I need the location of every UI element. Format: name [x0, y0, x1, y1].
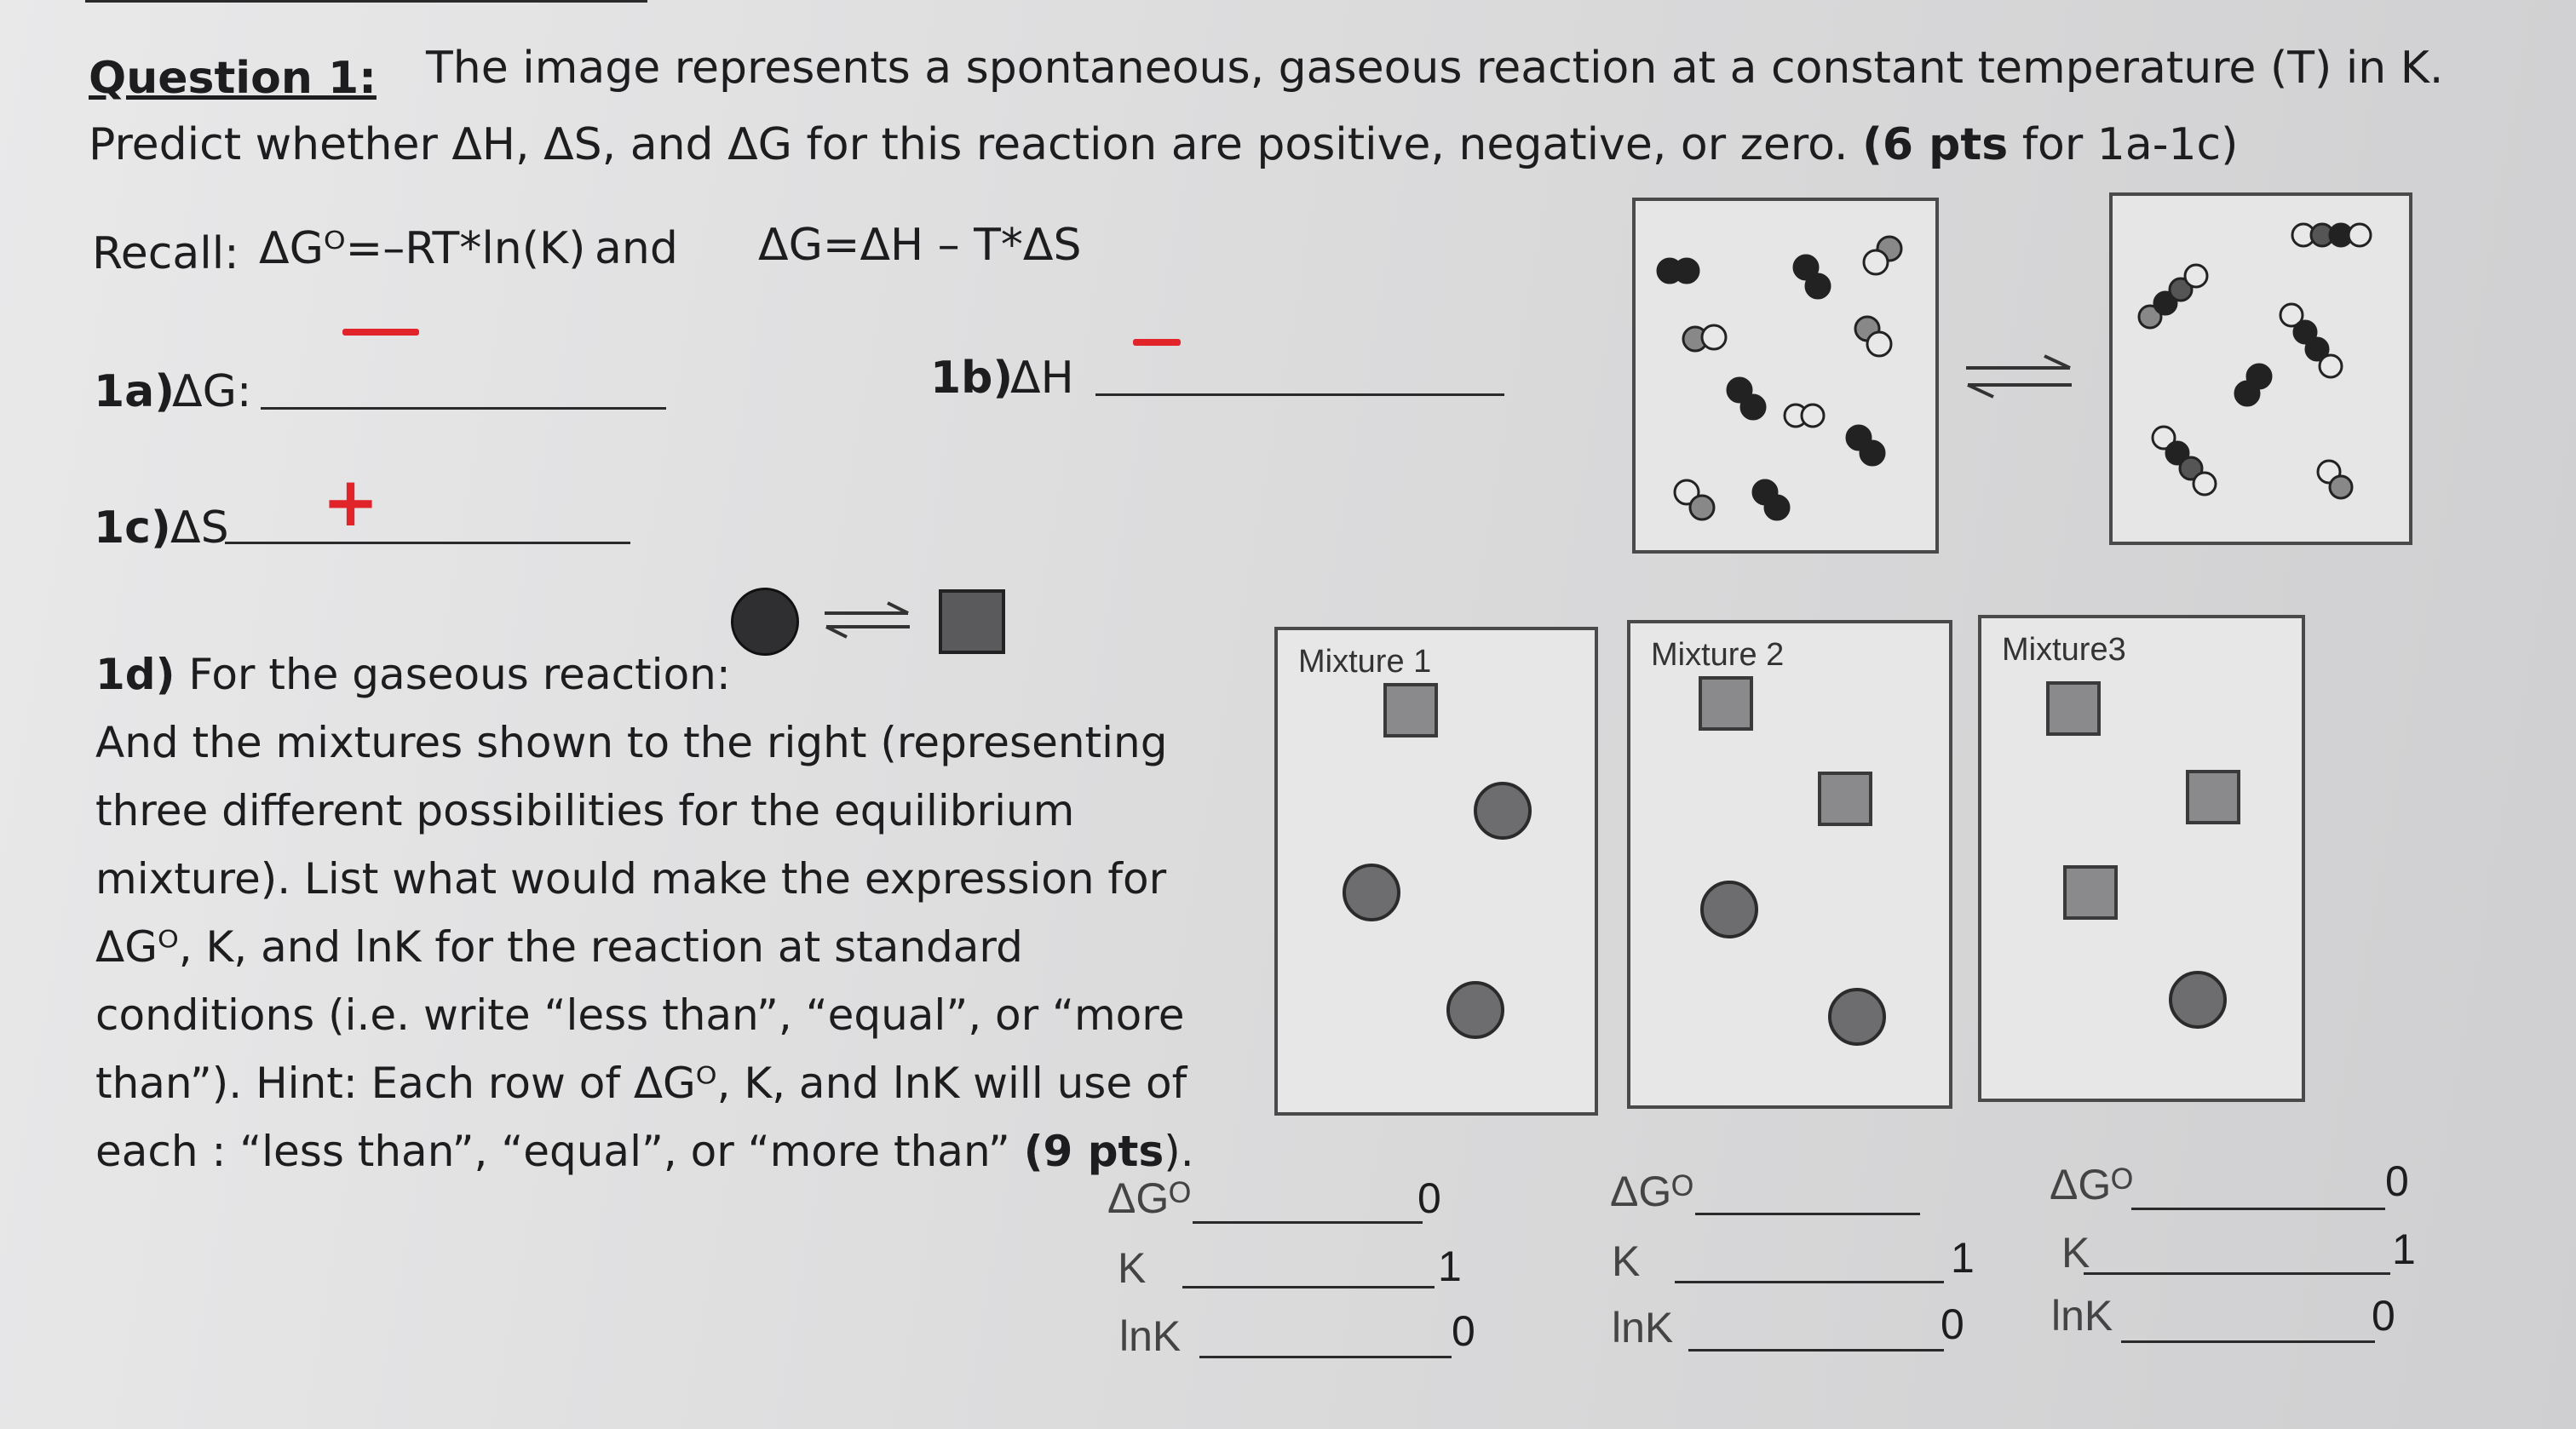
mixture-1-title: Mixture 1	[1298, 644, 1432, 680]
part-c-label: 1c)	[94, 502, 171, 554]
reaction-equilibrium-icon	[819, 600, 915, 640]
recall-label: Recall:	[92, 228, 239, 279]
mixture-2-k-label: K	[1612, 1237, 1641, 1285]
part-d-line-8: each : “less than”, “equal”, or “more than” (9 pts).	[95, 1127, 1194, 1176]
product-molecule-box	[2109, 192, 2412, 545]
question-label: Question 1:	[89, 53, 377, 104]
mixture-2-lnk-value: 0	[1941, 1300, 1964, 1348]
part-d-line-4: mixture). List what would make the expression for	[95, 854, 1167, 904]
mixture-3-k-value: 1	[2392, 1225, 2416, 1273]
reactant-circle	[1343, 864, 1400, 921]
mixture-1-dg-line	[1193, 1221, 1423, 1224]
reactant-molecule-box	[1632, 198, 1939, 554]
part-d-line-6: conditions (i.e. write “less than”, “equal”, or “more	[95, 990, 1185, 1040]
part-b-label: 1b)	[930, 353, 1014, 404]
recall-and: and	[595, 223, 678, 274]
equilibrium-arrows-icon	[1959, 351, 2079, 402]
mixture-3-dg-line	[2131, 1208, 2385, 1210]
reactant-circle	[1446, 981, 1504, 1039]
part-c-answer-line	[225, 542, 630, 544]
recall-eq1: ΔGᴼ=–RT*ln(K)	[259, 223, 586, 274]
part-a-text: ΔG:	[172, 366, 252, 417]
reactant-circle	[1700, 881, 1758, 938]
part-a-answer-line	[261, 407, 666, 410]
top-rule	[85, 0, 647, 3]
part-c-text: ΔS	[170, 502, 229, 554]
recall-eq2: ΔG=ΔH – T*ΔS	[758, 220, 1082, 271]
mixture-2-lnk-line	[1688, 1349, 1944, 1352]
mixture-2-dg-label: ΔGᴼ	[1610, 1168, 1693, 1215]
mixture-1-k-value: 1	[1438, 1242, 1462, 1290]
part-c-answer: +	[322, 462, 380, 542]
mixture-2-title: Mixture 2	[1651, 637, 1785, 673]
part-d-line-7: than”). Hint: Each row of ΔGᴼ, K, and lnK will use of	[95, 1059, 1187, 1108]
part-d-line-5: ΔGᴼ, K, and lnK for the reaction at standard	[95, 922, 1023, 972]
reaction-product-square-icon	[939, 589, 1005, 654]
reactant-circle	[2169, 971, 2227, 1029]
mixture-1-dg-label: ΔGᴼ	[1107, 1174, 1191, 1222]
mixture-3-lnk-value: 0	[2372, 1292, 2395, 1340]
mixture-3-dg-value: 0	[2385, 1157, 2409, 1205]
part-b-answer-line	[1095, 393, 1504, 396]
product-square	[1699, 676, 1753, 731]
part-d-line-1: 1d) For the gaseous reaction:	[95, 650, 731, 699]
mixture-2-k-line	[1675, 1281, 1944, 1283]
question-line-2: Predict whether ΔH, ΔS, and ΔG for this reaction are positive, negative, or zero. (6 pts for 1a-1c)	[89, 119, 2239, 170]
mixture-3-k-label: K	[2061, 1229, 2090, 1277]
mixture-2-k-value: 1	[1951, 1234, 1975, 1282]
mixture-1-k-label: K	[1118, 1244, 1147, 1292]
mixture-1-k-line	[1182, 1286, 1435, 1288]
mixture-2-dg-line	[1695, 1213, 1920, 1215]
product-square	[2063, 865, 2118, 920]
mixture-3-title: Mixture3	[2002, 632, 2126, 668]
mixture-1-dg-value: 0	[1417, 1174, 1441, 1222]
mixture-2-lnk-label: lnK	[1612, 1304, 1674, 1352]
mixture-3-box	[1978, 615, 2305, 1102]
question-line-1: The image represents a spontaneous, gaseous reaction at a constant temperature (T) in K.	[426, 43, 2444, 94]
reaction-reactant-circle-icon	[731, 588, 799, 656]
mixture-3-dg-label: ΔGᴼ	[2050, 1161, 2133, 1208]
mixture-1-box	[1274, 627, 1598, 1116]
molecule-dimer	[1658, 237, 1901, 519]
mixture-1-lnk-label: lnK	[1119, 1312, 1182, 1360]
product-square	[2046, 681, 2101, 736]
mixture-1-lnk-line	[1199, 1356, 1452, 1358]
product-molecules	[2113, 196, 2409, 542]
question-header	[89, 53, 377, 104]
mixture-3-lnk-label: lnK	[2051, 1292, 2113, 1340]
product-square	[1818, 772, 1872, 826]
mixture-3-k-line	[2084, 1272, 2390, 1275]
part-a-answer	[342, 329, 419, 336]
part-a-label: 1a)	[94, 366, 175, 417]
mixture-3-lnk-line	[2121, 1340, 2375, 1343]
mixture-1-lnk-value: 0	[1452, 1307, 1475, 1355]
part-d-line-3: three different possibilities for the equilibrium	[95, 786, 1075, 835]
part-b-answer	[1133, 339, 1181, 346]
mixture-2-box	[1627, 620, 1952, 1109]
product-square	[2186, 770, 2240, 824]
reactant-molecules	[1636, 201, 1935, 550]
product-square	[1383, 683, 1438, 737]
part-d-line-2: And the mixtures shown to the right (representing	[95, 718, 1168, 767]
reactant-circle	[1828, 988, 1886, 1046]
reactant-circle	[1474, 782, 1532, 840]
part-b-text: ΔH	[1010, 353, 1074, 404]
